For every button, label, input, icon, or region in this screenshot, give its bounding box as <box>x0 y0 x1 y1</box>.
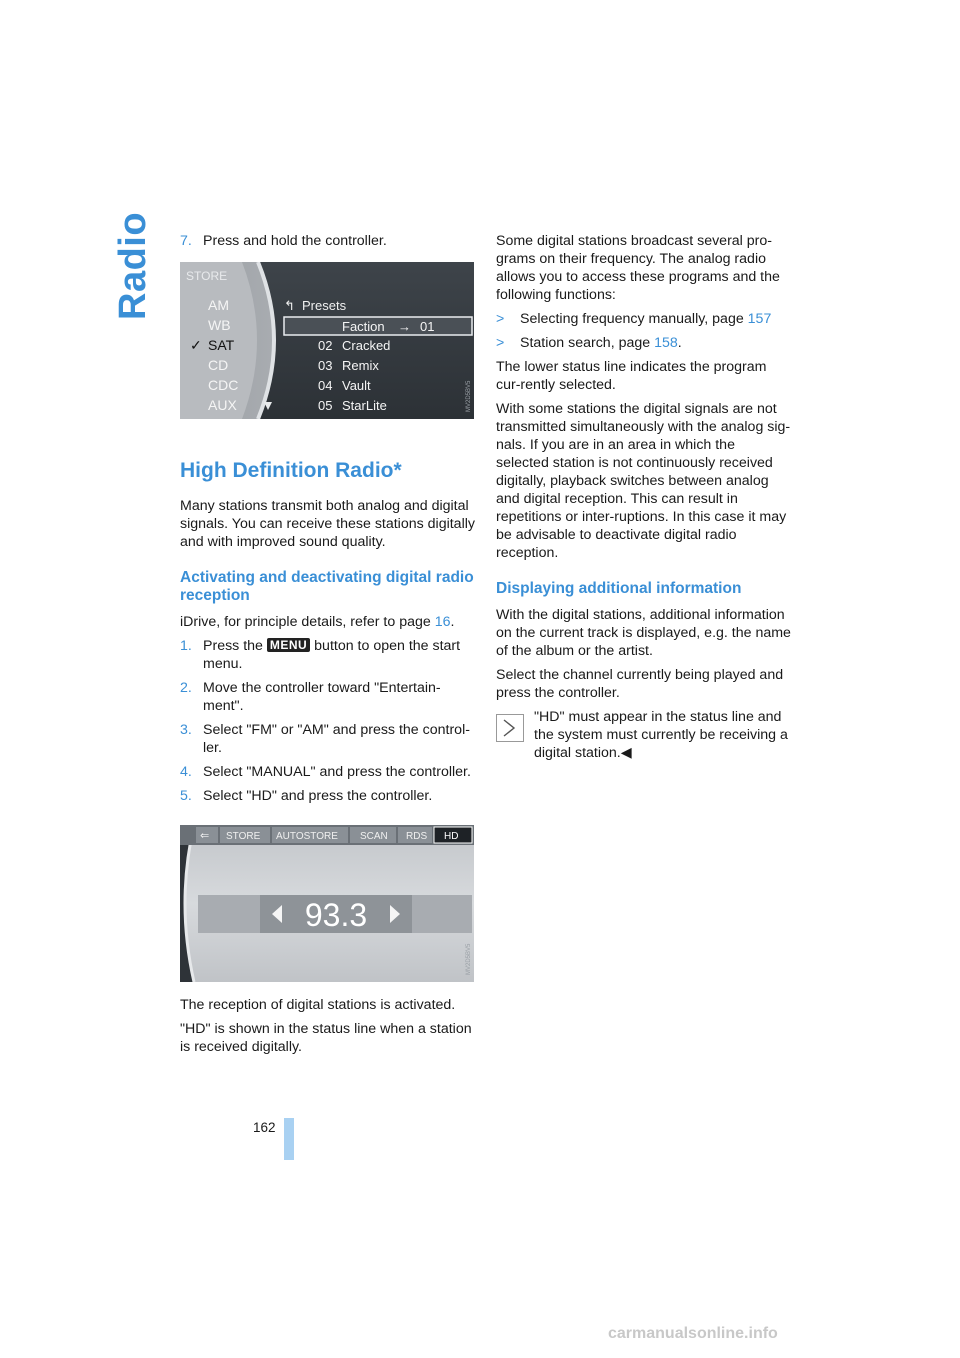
right-paragraph-3: With some stations the digital signals are not transmitted simultaneously with the analog sig-nals. If you are in an area in which the selected station is not continuously received digitally, playback switches between analog and digital reception. This can result in repetitions or inter-ruptions. In this case it may be advisable to deactivate digital radio reception. <box>496 401 791 561</box>
right-paragraph-1: Some digital stations broadcast several pro-grams on their frequency. The analog radio allows you to access these programs and the following functions: <box>496 233 780 303</box>
section-title-text: Radio <box>112 211 154 320</box>
right-paragraph-2: The lower status line indicates the program cur-rently selected. <box>496 359 767 393</box>
hd-screenshot <box>180 825 474 982</box>
bullet-item <box>496 310 791 328</box>
step-1 <box>180 637 475 673</box>
step-4 <box>180 763 475 781</box>
section-heading: High Definition Radio* <box>180 459 402 482</box>
preset-num: 02 <box>318 338 333 353</box>
source-cdc[interactable]: CDC <box>208 377 239 393</box>
tab-hd-label: HD <box>444 831 459 842</box>
end-marker-icon: ◀ <box>620 745 632 761</box>
tab-store-label: STORE <box>226 831 261 842</box>
source-aux[interactable]: AUX <box>208 397 237 413</box>
page-number: 162 <box>253 1120 276 1135</box>
page-link-16[interactable]: 16 <box>434 614 451 630</box>
image-code: MV2D5BV5 <box>466 943 472 975</box>
presets-screenshot <box>180 262 474 419</box>
step-2 <box>180 679 475 715</box>
note-icon <box>496 714 524 742</box>
note-text: "HD" must appear in the status line and the system must currently be receiving a digital station. <box>534 709 788 761</box>
subheading-activating: Activating and deactivating digital radio reception <box>180 569 474 604</box>
presets-label: Presets <box>302 298 347 313</box>
preset-name[interactable]: Cracked <box>342 338 391 353</box>
bullet-text-part: Selecting frequency manually, page <box>520 311 748 327</box>
page-link-158[interactable]: 158 <box>654 335 678 351</box>
preset-num: 05 <box>318 398 333 413</box>
after-paragraph-2: "HD" is shown in the status line when a station is received digitally. <box>180 1021 472 1055</box>
preset-name[interactable]: StarLite <box>342 398 387 413</box>
arrow-right-icon: → <box>398 319 411 334</box>
source-sat[interactable]: SAT <box>208 337 235 353</box>
idrive-reference <box>180 613 475 631</box>
step-number: 3. <box>180 722 192 738</box>
store-label: STORE <box>186 269 228 283</box>
frequency-value: 93.3 <box>304 897 368 933</box>
bullet-end: . <box>677 335 682 351</box>
note-block <box>496 708 791 762</box>
step-text: Move the controller toward "Entertain-ment". <box>203 680 441 714</box>
right-column <box>496 232 791 762</box>
step-text: Press and hold the controller. <box>203 233 387 249</box>
image-code: MV2D5BV5 <box>466 380 472 412</box>
step-text: Select "FM" or "AM" and press the control-ler. <box>203 722 470 756</box>
menu-button-icon: MENU <box>267 638 310 652</box>
source-wb[interactable]: WB <box>208 317 231 333</box>
step-5 <box>180 787 475 805</box>
step-7 <box>180 232 475 250</box>
step-number: 7. <box>180 233 192 249</box>
bullet-marker: > <box>496 335 505 351</box>
step-3 <box>180 721 475 757</box>
step-number: 4. <box>180 764 192 780</box>
preset-num: 04 <box>318 378 333 393</box>
back-arrow-icon: ⇐ <box>200 830 210 842</box>
bullet-text <box>520 334 682 352</box>
step-number: 5. <box>180 788 192 804</box>
idrive-suffix: . <box>450 614 455 630</box>
left-column <box>180 232 475 1062</box>
step-number: 2. <box>180 680 192 696</box>
step-text-part: Press the <box>203 638 267 654</box>
after-paragraph-1: The reception of digital stations is activated. <box>180 997 456 1013</box>
source-cd[interactable]: CD <box>208 357 229 373</box>
step-number: 1. <box>180 638 192 654</box>
right-paragraph-4: With the digital stations, additional information on the current track is displayed, e.g. the name of the album or the artist. <box>496 607 791 659</box>
intro-paragraph: Many stations transmit both analog and digital signals. You can receive these stations digitally and with improved sound quality. <box>180 498 475 550</box>
right-paragraph-5: Select the channel currently being played and press the controller. <box>496 667 784 701</box>
footer-watermark: carmanualsonline.info <box>608 1325 778 1342</box>
preset-name[interactable]: Remix <box>342 358 379 373</box>
bullet-text <box>520 310 771 328</box>
check-icon: ✓ <box>190 337 202 353</box>
step-text <box>203 637 475 673</box>
tab-scan-label: SCAN <box>360 831 388 842</box>
preset-num: 03 <box>318 358 333 373</box>
tab-autostore-label: AUTOSTORE <box>276 831 338 842</box>
selected-preset-name: Faction <box>342 319 385 334</box>
selected-preset-target: 01 <box>420 319 435 334</box>
bullet-item <box>496 334 791 352</box>
idrive-text: iDrive, for principle details, refer to page <box>180 614 435 630</box>
bullet-text-part: Station search, page <box>520 335 655 351</box>
page-link-157[interactable]: 157 <box>747 311 772 327</box>
bullet-marker: > <box>496 311 505 327</box>
step-text: Select "MANUAL" and press the controller. <box>203 764 471 780</box>
back-arrow-icon[interactable]: ↰ <box>284 298 295 313</box>
preset-name[interactable]: Vault <box>342 378 371 393</box>
tab-rds-label: RDS <box>406 831 428 842</box>
step-text: Select "HD" and press the controller. <box>203 788 433 804</box>
source-am[interactable]: AM <box>208 297 229 313</box>
section-title <box>112 211 154 328</box>
subheading-additional-info: Displaying additional information <box>496 580 742 597</box>
page-marker-bar <box>284 1118 294 1160</box>
step-text-part: button to open the start menu. <box>203 638 461 672</box>
